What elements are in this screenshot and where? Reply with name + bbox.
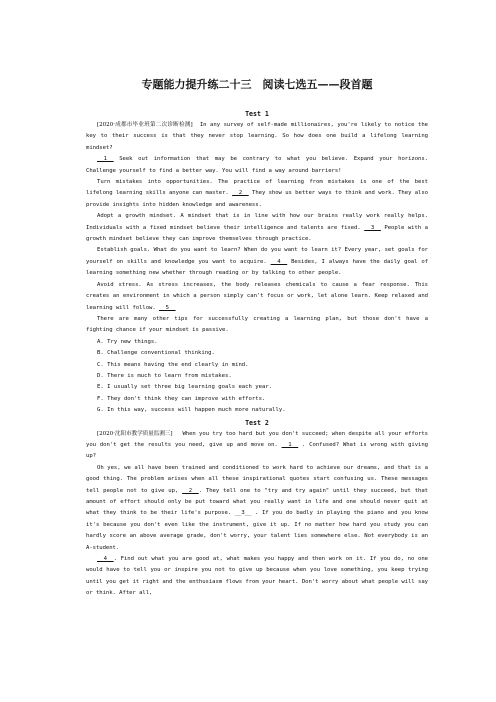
test2-source: [2020·沈阳市教学质量监测三] <box>97 430 173 437</box>
test2-p1-post: . They tell one to "try and try again" until they succeed, but that amount of effort should only be put toward what you really want in life and one should never quit at what they think to be their life's purpose. __3__ . If you do badly in playing the piano and you know it's because you don't even like the instrument, give it up. If no matter how hard you study you can hardly score an above average grade, don't worry, your talent lies somewhere else. Not everybody is an A-student. <box>86 487 428 551</box>
test1-paragraph-5 <box>86 280 428 314</box>
option-b: B. Challenge conventional thinking. <box>97 350 215 357</box>
test1-intro <box>86 120 428 154</box>
test2-heading: Test 2 <box>245 418 269 427</box>
test2-blank-1: __1__ <box>281 441 299 448</box>
option-c: C. This means having the end clearly in mind. <box>97 361 249 368</box>
page-title: 专题能力提升练二十三 阅读七选五——段首题 <box>141 78 373 91</box>
test1-p5-pre: Avoid stress. As stress increases, the body releases chemicals to cause a fear response. This creates an environment in which a person simply can't focus or work, let alone learn. Keep relaxed and learning will follow. <box>86 281 428 311</box>
test1-p1-text: Seek out information that may be contrary to what you believe. Expand your horizons. Challenge yourself to find a better way. You will find a way around barriers! <box>86 156 428 174</box>
test1-source: [2020·成都市毕业班第二次诊断检测] <box>97 122 193 128</box>
test1-heading: Test 1 <box>245 110 269 118</box>
test2-intro-pre: When you try too hard but you don't succeed; when despite all your efforts you don't get the results you need, give up and move on. <box>86 430 429 448</box>
test2-p1-pre: Oh yes, we all have been trained and conditioned to work hard to achieve our dreams, and that is a good thing. The problem arises when all these inspirational quotes start confusing us. These messages tell people not to give up, <box>86 464 428 494</box>
test1-p2-post: They show us better ways to think and work. They also provide insights into hidden knowledge and awareness. <box>86 190 428 208</box>
option-e: E. I usually set three big learning goals each year. <box>97 384 273 391</box>
test1-p2-pre: Turn mistakes into opportunities. The practice of learning from mistakes is one of the best lifelong learning skills anyone can master. <box>86 179 428 197</box>
test1-p4-post: Besides, I always have the daily goal of learning something new whether through reading or by talking to other people. <box>86 258 428 277</box>
test2-blank-2: __2__ <box>182 487 199 494</box>
test2-intro-post: . Confused? What is wrong with giving up? <box>86 441 428 460</box>
test2-paragraph-2 <box>86 554 428 600</box>
test1-paragraph-6: There are many other tips for successfully creating a learning plan, but those don't have a fighting chance if your mindset is passive. <box>86 315 428 334</box>
document-page <box>86 76 428 600</box>
test2-blank-4: __4__ <box>97 556 114 563</box>
blank-2: __2__ <box>232 190 249 197</box>
test1-paragraph-2 <box>86 177 428 211</box>
option-f: F. They don't think they can improve with efforts. <box>97 395 266 402</box>
test1-p4-pre: Establish goals. What do you want to learn? When do you want to learn it? Every year, set goals for yourself on skills and knowledge you want to acquire. <box>86 247 428 265</box>
test1-paragraph-3 <box>86 211 428 245</box>
blank-3: __3__ <box>364 224 381 231</box>
test1-paragraph-1 <box>86 154 428 177</box>
test1-p3-post: People with a growth mindset believe they can improve themselves through practice. <box>86 224 428 243</box>
test2-paragraph-1 <box>86 463 428 554</box>
test1-p3-pre: Adopt a growth mindset. A mindset that is in line with how our brains really work really helps. Individuals with a fixed mindset believe their intelligence and talents are fixed. <box>86 213 428 231</box>
option-a: A. Try new things. <box>97 338 158 345</box>
option-g: G. In this way, success will happen much more naturally. <box>97 407 286 414</box>
option-d: D. There is much to learn from mistakes. <box>97 372 232 379</box>
test2-p2-post: . Find out what you are good at, what makes you happy and then work on it. If you do, no one would have to tell you or inspire you not to give up because when you love something, you keep trying until you get it right and the enthusiasm flows from your heart. Don't worry about what people will say or think. After all, <box>86 556 428 597</box>
test2-intro <box>86 429 428 463</box>
blank-5: __5__ <box>159 304 176 311</box>
test1-intro-text: In any survey of self-made millionaires, you're likely to notice the key to their success is that they never stop learning. So how does one build a lifelong learning mindset? <box>86 122 429 151</box>
blank-1: __1__ <box>97 156 114 163</box>
test1-paragraph-4 <box>86 245 428 279</box>
blank-4: __4__ <box>270 258 288 265</box>
